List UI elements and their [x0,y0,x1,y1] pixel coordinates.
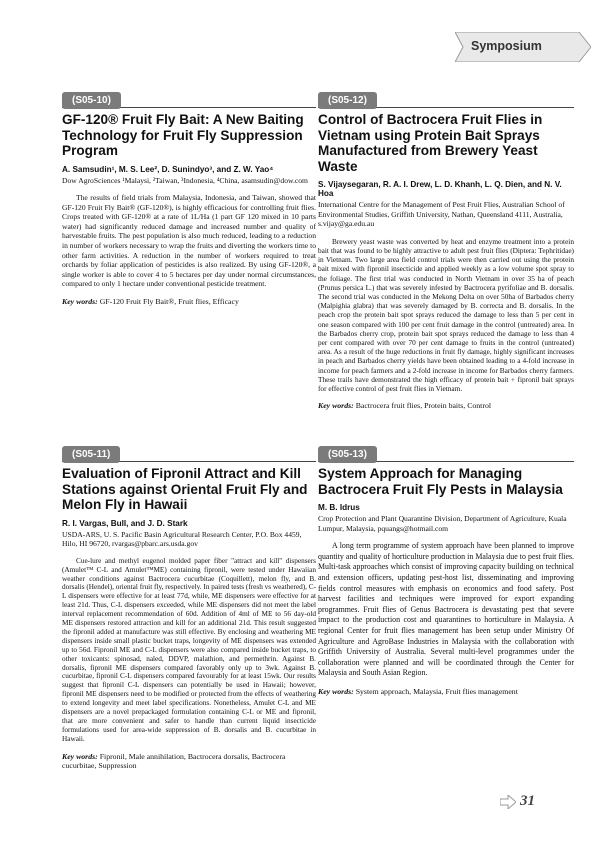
section-banner [455,32,591,62]
article-abstract: The results of field trials from Malaysia, Indonesia, and Taiwan, showed that GF-120 Fruit Fly Bait® (GF-120®), is highly efficacious for controlling fruit flies. Crops treated with GF-120® at a rate of 1L/Ha (1 part GF 120 mixed in 10 parts water) had significantly reduced damage and increased number and quality of harvestable fruits. The pest population is also much reduced, leading to a reduction in number of workers necessary to wrap the fruits and diverting the workers time to other farm activities. A reduction in the number of workers required to treat orchards by foliar application of pesticides is also realized. By using GF-120®, a single worker is able to cover 4 to 5 hectares per day under normal circumstances, compared to only 1 hectare under conventional pesticide treatment. [62,193,316,289]
article-tagline [318,444,574,462]
article-s05-13 [318,444,574,697]
article-title: Control of Bactrocera Fruit Flies in Vietnam using Protein Bait Sprays Manufactured from Brewery Yeast Waste [318,112,543,174]
article-tagline [62,90,316,108]
article-abstract: A long term programme of system approach have been planned to improve quantity and quality of horticulture production in Malaysia due to pest fruit flies. Multi-task approaches which consist of improving capacity building on technical and extension officers, updating pest-host list, disseminating and improving fields control measures with emphasis on economics and food safety. Post harvest facilities and techniques were improved for export expanding programmes. Fruit flies of Genus Bactrocera is devastating pest that severe impact to the production cost and quarantines to horticulture in Malaysia. A regional Center for fruit flies management has been setup under Ministry Of Agriculture and AgroBase Industries in Malaysia with the collaboration with Griffith University of Australia. Several multi-level programmes under the collaboration were planned and will be coordinated through the Center for Malaysia and South Asian Region. [318,541,574,678]
article-code: (S05-10) [62,92,121,109]
article-affiliation: Dow AgroSciences ¹Malaysi, ²Taiwan, ³Indonesia, ⁴China, asamsudin@dow.com [62,175,308,185]
article-s05-12 [318,90,574,411]
keywords-label: Key words: [318,401,354,411]
article-s05-11 [62,444,316,771]
article-affiliation: USDA-ARS, U. S. Pacific Basin Agricultural Research Center, P.O. Box 4459, Hilo, HI 96720, rvargas@pbarc.ars.usda.gov [62,529,302,549]
article-abstract: Cue-lure and methyl eugenol molded paper fiber "attract and kill" dispensers (Amulet™ C-L and Amulet™ME) containing fipronil, were tested under Hawaiian weather conditions against Bactrocera cucurbitae (Coquillett), melon fly, and B. dorsalis (Hendel), oriental fruit fly, respectively. In paired tests (fresh vs weathered), C-L dispensers were effective for at least 77d, while, ME dispensers were effective for at least 21d. Thus, C-L dispensers exceeded, while ME dispensers did not meet the label interval replacement recommendation of 60d. Addition of 4ml of ME to 56 day-old ME dispensers restored attraction and kill for an additional 21d. This result suggested the fipronil added at manufacture was still effective. By enclosing and weathering ME dispensers inside small plastic bucket traps, longevity of ME dispensers was extended up to 56d. Fipronil ME and C-L dispensers were also compared inside bucket traps, to other toxicants: spinosad, naled, DDVP, malathion, and permethrin. Against B. dorsalis, fipronil ME dispensers compared favorably only up to 3wk. Against B. cucurbitae, fipronil C-L dispensers compared favourably for at least 15wk. Our results suggest that fipronil C-L dispensers can potentially be used in Hawaii; however, fipronil ME dispensers need to be modified or protected from the effects of weathering to extend longevity and meet label specifications. Nonetheless, Amulet C-L and ME dispensers are a novel prepackaged formulation containing C-L or ME and fipronil, that are more convenient and safer to handle than current liquid insecticide formulations used for area-wide suppression of B. dorsalis and B. cucurbitae in Hawaii. [62,556,316,743]
article-authors: M. B. Idrus [318,503,360,512]
article-title: System Approach for Managing Bactrocera Fruit Fly Pests in Malaysia [318,466,563,497]
article-authors: S. Vijaysegaran, R. A. I. Drew, L. D. Khanh, L. Q. Dien, and N. V. Hoa [318,180,562,198]
article-affiliation: International Centre for the Management of Pest Fruit Flies, Australian School of Environmental Studies, Griffith University, Nathan, Queensland 4111, Australia, s.vijay@ga.edu.au [318,200,565,229]
keywords-label: Key words: [62,751,98,761]
article-keywords [62,752,316,771]
article-abstract: Brewery yeast waste was converted by heat and enzyme treatment into a protein bait that was found to be highly attractive to adult pest fruit flies (Diptera: Tephritidae) in Vietnam. Two large area field control trials were then carried out using the protein bait mixed with fipronil insecticide and applied weekly as a low volume spot spray to the foliage. The first trial was conducted in North Vietnam in over 35 ha of peach (Prunus persica L.) that was severely infested by Bactrocera pyrifoliae and B. dorsalis. The second trial was conducted in the Mekong Delta on over 50ha of Barbados cherry (Malpighia glabra) that was severely damaged by B. correcta and B. dorsalis. In the peach crop the protein bait spot sprays reduced the damage to less than 5 per cent in one season compared with 100 per cent fruit damage in the control (untreated) area. In the Barbados cherry crop, protein bait spot sprays reduced the damage to less than 4 per cent compared with over 70 per cent damage to fruits in the control (untreated) area. As a result of the huge reductions in fruit fly damage, highly significant increases in peach and Barbados cherry yields have been obtained leading to a 4-fold increase in income for peach farmers and a 2-fold increase in income for Barbados cherry farmers. These trails have demonstrated the high efficacy of protein bait + fipronil bait sprays for effective control of pest fruit flies in Vietnam. [318,236,574,394]
article-tagline [62,444,316,462]
section-label: Symposium [471,39,542,53]
keywords-label: Key words: [318,686,354,696]
keywords-text: System approach, Malaysia, Fruit flies management [355,686,518,696]
page-number: 31 [520,793,535,809]
keywords-text: Bactrocera fruit flies, Protein baits, Control [355,401,492,411]
article-keywords [62,297,316,307]
keywords-text: GF-120 Fruit Fly Bait®, Fruit flies, Efficacy [99,297,239,307]
keywords-text: Fipronil, Male annihilation, Bactrocera dorsalis, Bactrocera cucurbitae, Suppression [62,751,286,771]
page-arrow-icon [500,795,516,809]
article-keywords [318,687,574,697]
keywords-label: Key words: [62,297,98,307]
article-s05-10 [62,90,316,307]
article-tagline [318,90,574,108]
article-code: (S05-11) [62,446,120,463]
article-keywords [318,401,574,411]
article-title: GF-120® Fruit Fly Bait: A New Baiting Technology for Fruit Fly Suppression Program [62,112,304,158]
article-code: (S05-12) [318,92,377,109]
article-affiliation: Crop Protection and Plant Quarantine Division, Department of Agriculture, Kuala Lumpur, Malaysia, pquangs@hotmail.com [318,514,567,533]
article-title: Evaluation of Fipronil Attract and Kill Stations against Oriental Fruit Fly and Melon Fly in Hawaii [62,466,308,512]
article-code: (S05-13) [318,446,377,463]
article-authors: R. I. Vargas, Bull, and J. D. Stark [62,518,188,528]
article-authors: A. Samsudin¹, M. S. Lee², D. Sunindyo³, and Z. W. Yao⁴ [62,164,274,174]
